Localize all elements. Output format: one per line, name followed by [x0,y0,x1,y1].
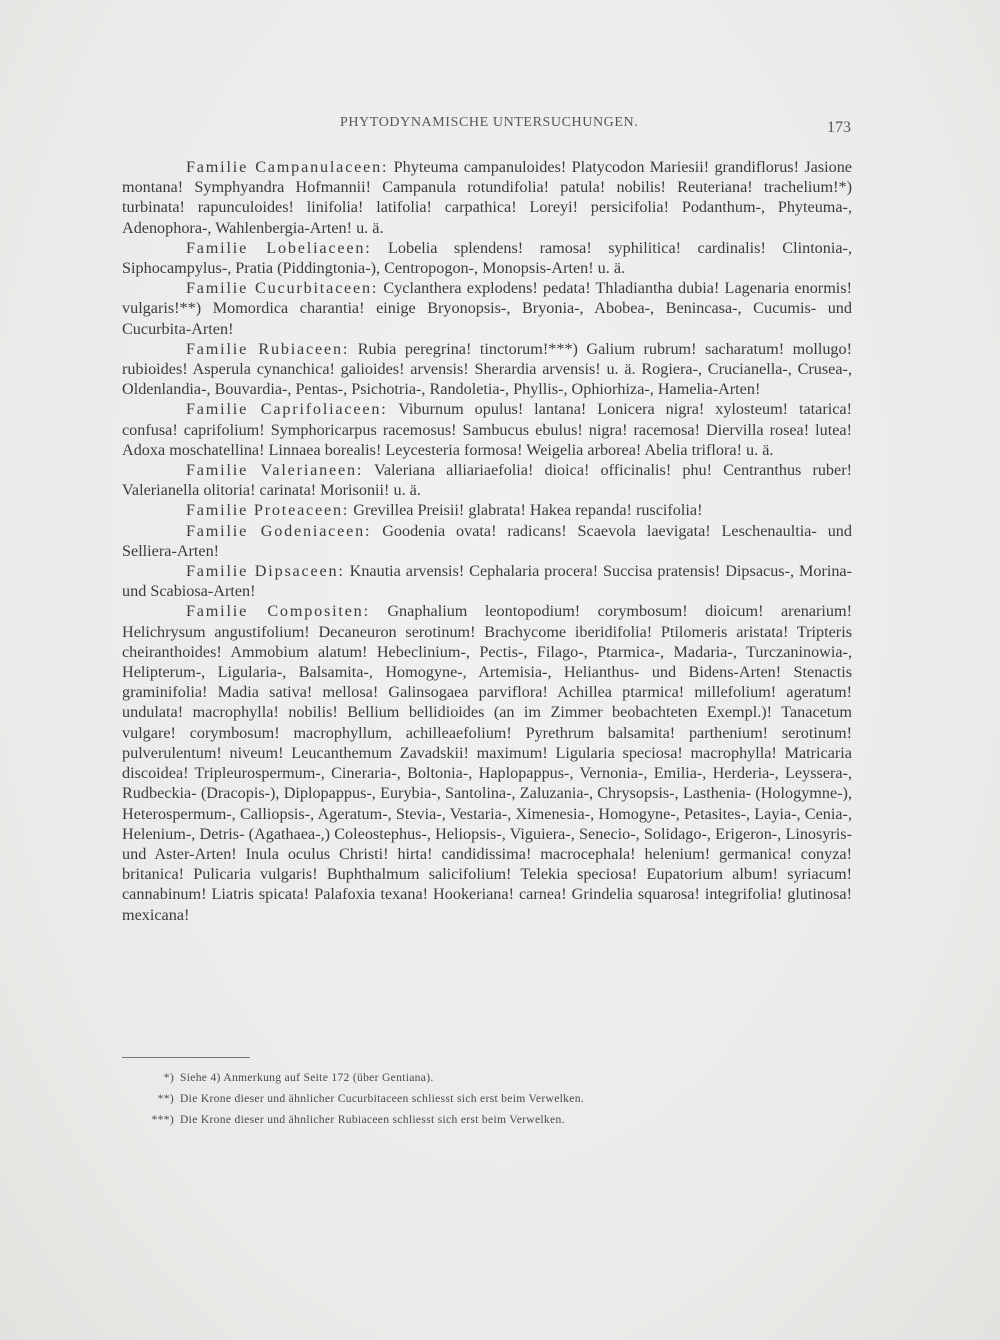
paragraph-text: Gnaphalium leontopodium! corymbosum! dioicum! arenarium! Helichrysum angustifolium! Decaneuron serotinum! Brachycome iberidifolia! Ptilomeris aristata! Tripteris cheiranthoides! Ammobium alatum! Hebeclinium-, Pectis-, Filago-, Ptarmica-, Madaria-, Turczaninowia-, Helipterum-, Ligularia-, Balsamita-, Homogyne-, Artemisia-, Helianthus- und Bidens-Arten! Stenactis graminifolia! Madia sativa! mellosa! Galinsogaea parviflora! Achillea ptarmica! millefolium! ageratum! undulata! macrophylla! nobilis! Bellium bellidioides (an im Zimmer beobachteten Exempl.)! Tanacetum vulgare! corymbosum! macrophyllum, achilleaefolium! Pyrethrum balsamita! parthenium! serotinum! pulverulentum! niveum! Leucanthemum Zavadskii! maximum! Ligularia speciosa! macrophylla! Matricaria discoidea! Tripleurospermum-, Cineraria-, Boltonia-, Haplopappus-, Vernonia-, Emilia-, Herderia-, Leyssera-, Rudbeckia- (Dracopis-), Diplopappus-, Eurybia-, Santolina-, Zaluzania-, Chrysopsis-, Lasthenia- (Hologymne-), Heterospermum-, Calliopsis-, Ageratum-, Stevia-, Vestaria-, Ximenesia-, Homogyne-, Petasites-, Layia-, Cenia-, Helenium-, Detris- (Agathaea-,) Coleostephus-, Heliopsis-, Viguiera-, Senecio-, Solidago-, Erigeron-, Linosyris- und Aster-Arten! Inula oculus Christi! hirta! candidissima! macrocephala! helenium! germanica! conyza! britanica! Pulicaria vulgaris! Buphthalmum salicifolium! Telekia speciosa! Eupatorium album! syriacum! cannabinum! Liatris spicata! Palafoxia texana! Hookeriana! carnea! Grindelia squarosa! integrifolia! glutinosa! mexicana! [122,602,852,924]
family-heading: Familie Cucurbitaceen: [186,279,379,298]
paragraph-compositen [122,601,852,924]
family-heading: Familie Proteaceen: [186,501,350,520]
footnote-mark: *) [163,1071,174,1084]
paragraph-proteaceen [122,500,852,520]
paragraph-rubiaceen [122,339,852,400]
footnote-2 [122,1088,822,1109]
paragraph-text: Valeriana alliariaefolia! dioica! officinalis! phu! Centranthus ruber! Valerianella olitoria! carinata! Morisonii! u. ä. [122,461,852,500]
paragraph-godeniaceen [122,521,852,561]
footnote-text: Siehe 4) Anmerkung auf Seite 172 (über Gentiana). [180,1071,434,1084]
paragraph-text: Viburnum opulus! lantana! Lonicera nigra! xylosteum! tatarica! confusa! caprifolium! Symphoricarpus racemosus! Sambucus ebulus! nigra! racemosa! Diervilla rosea! lutea! Adoxa moschatellina! Linnaea borealis! Leycesteria formosa! Weigelia arborea! Abelia triflora! u. ä. [122,400,852,459]
footnote-mark: ***) [151,1113,174,1126]
paragraph-text: Rubia peregrina! tinctorum!***) Galium rubrum! sacharatum! mollugo! rubioides! Asperula cynanchica! galioides! arvensis! Sherardia arvensis! u. ä. Rogiera-, Crucianella-, Crusea-, Oldenlandia-, Bouvardia-, Pentas-, Psichotria-, Randoletia-, Phyllis-, Ophiorhiza-, Hamelia-Arten! [122,339,852,399]
family-heading: Familie Caprifoliaceen: [186,400,388,419]
paragraph-text: Goodenia ovata! radicans! Scaevola laevigata! Leschenaultia- und Selliera-Arten! [122,521,852,560]
paragraph-lobeliaceen [122,238,852,278]
footnote-rule [122,1057,250,1058]
footnotes [122,1067,822,1130]
paragraph-dipsaceen [122,561,852,601]
running-head [0,115,1000,139]
footnote-mark: **) [157,1092,174,1105]
paragraph-text: Grevillea Preisii! glabrata! Hakea repanda! ruscifolia! [349,501,703,520]
running-title: PHYTODYNAMISCHE UNTERSUCHUNGEN. [340,115,639,130]
footnote-1 [122,1067,822,1088]
family-heading: Familie Dipsaceen: [186,562,345,581]
footnote-text: Die Krone dieser und ähnlicher Cucurbitaceen schliesst sich erst beim Verwelken. [180,1092,584,1105]
page-number: 173 [827,119,851,136]
paragraph-cucurbitaceen [122,278,852,339]
family-heading: Familie Rubiaceen: [186,339,350,358]
paragraph-caprifoliaceen [122,399,852,460]
body-text [122,157,852,925]
paragraph-text: Phyteuma campanuloides! Platycodon Mariesii! grandiflorus! Jasione montana! Symphyandra Hofmannii! Campanula rotundifolia! patula! nobilis! Reuteriana! trachelium!*) turbinata! rapunculoides! linifolia! latifolia! carpathica! Loreyi! persicifolia! Podanthum-, Phyteuma-, Adenophora-, Wahlenbergia-Arten! u. ä. [122,158,852,237]
family-heading: Familie Compositen: [186,602,370,621]
family-heading: Familie Godeniaceen: [186,521,372,540]
paragraph-text: Lobelia splendens! ramosa! syphilitica! cardinalis! Clintonia-, Siphocampylus-, Pratia (Piddingtonia-), Centropogon-, Monopsis-Arten! u. ä. [122,238,852,278]
paragraph-text: Knautia arvensis! Cephalaria procera! Succisa pratensis! Dipsacus-, Morina- und Scabiosa-Arten! [122,562,852,601]
footnote-3 [122,1109,822,1130]
family-heading: Familie Campanulaceen: [186,158,389,176]
family-heading: Familie Lobeliaceen: [186,238,372,257]
paragraph-text: Cyclanthera explodens! pedata! Thladiantha dubia! Lagenaria enormis! vulgaris!**) Momordica charantia! einige Bryonopsis-, Bryonia-, Abobea-, Benincasa-, Cucumis- und Cucurbita-Arten! [122,279,852,338]
family-heading: Familie Valerianeen: [186,461,364,480]
paragraph-valerianeen [122,460,852,500]
footnote-text: Die Krone dieser und ähnlicher Rubiaceen schliesst sich erst beim Verwelken. [180,1113,565,1126]
paragraph-campanulaceen [122,157,852,238]
